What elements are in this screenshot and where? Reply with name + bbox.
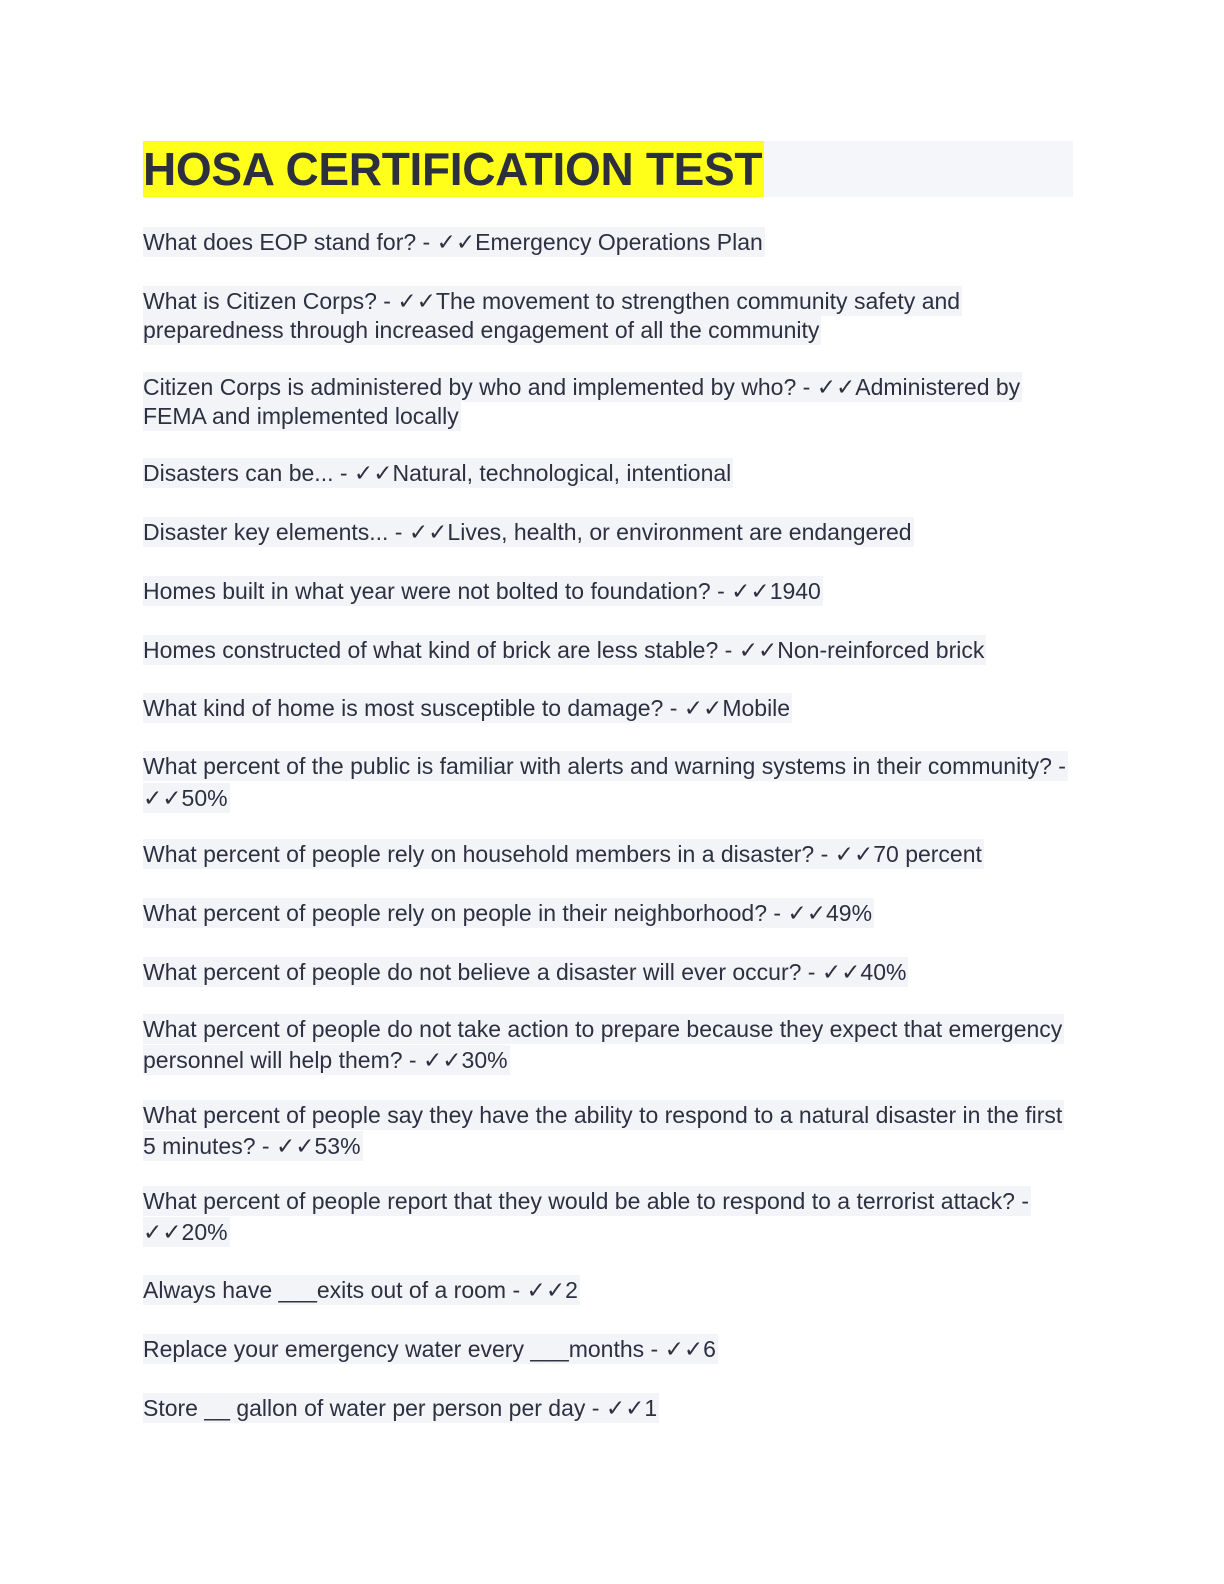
check-icon: ✓✓ xyxy=(408,519,448,545)
answer-text: 49% xyxy=(826,900,873,926)
separator: - xyxy=(1051,753,1066,779)
check-icon: ✓✓ xyxy=(738,637,778,663)
answer-text: 20% xyxy=(181,1219,228,1245)
qa-text xyxy=(143,1334,718,1364)
qa-text xyxy=(143,372,1022,431)
answer-text: Administered by FEMA and implemented locally xyxy=(143,374,1021,429)
qa-item xyxy=(143,1186,1068,1248)
question-text: What is Citizen Corps? xyxy=(143,288,377,314)
check-icon: ✓✓ xyxy=(423,1047,462,1073)
qa-text xyxy=(143,458,733,488)
question-text: What percent of people rely on people in their neighborhood? xyxy=(143,900,767,926)
qa-item xyxy=(143,287,1068,345)
qa-item xyxy=(143,840,1068,869)
check-icon: ✓✓ xyxy=(683,695,723,721)
answer-text: Mobile xyxy=(722,695,791,721)
title-band xyxy=(143,141,1073,197)
separator: - xyxy=(767,900,788,926)
check-icon: ✓✓ xyxy=(816,374,856,400)
answer-text: Non-reinforced brick xyxy=(777,637,985,663)
qa-item xyxy=(143,958,1068,987)
qa-item xyxy=(143,577,1068,606)
qa-text xyxy=(143,957,908,987)
separator: - xyxy=(801,959,822,985)
question-text: What kind of home is most susceptible to damage? xyxy=(143,695,664,721)
question-text: What percent of people do not take action to prepare because they expect that emergency personnel will help them? xyxy=(143,1016,1063,1073)
qa-text xyxy=(143,898,874,928)
document-page xyxy=(143,141,1073,197)
qa-text xyxy=(143,635,986,665)
qa-text xyxy=(143,1186,1031,1247)
question-text: What does EOP stand for? xyxy=(143,229,417,255)
answer-text: Natural, technological, intentional xyxy=(392,460,732,486)
answer-text: Emergency Operations Plan xyxy=(475,229,763,255)
question-text: Citizen Corps is administered by who and implemented by who? xyxy=(143,374,797,400)
qa-item xyxy=(143,1014,1068,1076)
check-icon: ✓✓ xyxy=(834,841,874,867)
check-icon: ✓✓ xyxy=(143,1219,182,1245)
question-text: Homes built in what year were not bolted to foundation? xyxy=(143,578,711,604)
check-icon: ✓✓ xyxy=(143,785,182,811)
separator: - xyxy=(506,1277,527,1303)
check-icon: ✓✓ xyxy=(353,460,393,486)
check-icon: ✓✓ xyxy=(605,1395,645,1421)
separator: - xyxy=(644,1336,665,1362)
check-icon: ✓✓ xyxy=(275,1133,315,1159)
separator: - xyxy=(814,841,835,867)
qa-text xyxy=(143,1393,659,1423)
separator: - xyxy=(333,460,354,486)
check-icon: ✓✓ xyxy=(664,1336,704,1362)
qa-item xyxy=(143,1394,1068,1423)
qa-text xyxy=(143,751,1068,813)
qa-item xyxy=(143,750,1068,814)
separator: - xyxy=(796,374,817,400)
separator: - xyxy=(710,578,732,604)
separator: - xyxy=(585,1395,606,1421)
separator: - xyxy=(255,1133,276,1159)
separator: - xyxy=(1014,1188,1030,1214)
answer-text: 1 xyxy=(644,1395,658,1421)
qa-item xyxy=(143,694,1068,723)
question-text: Disasters can be... xyxy=(143,460,334,486)
qa-item xyxy=(143,1335,1068,1364)
qa-text xyxy=(143,517,914,547)
qa-item xyxy=(143,373,1068,431)
answer-text: The movement to strengthen community safety and preparedness through increased engagement of all the community xyxy=(143,288,961,343)
check-icon: ✓✓ xyxy=(787,900,826,926)
question-text: What percent of people say they have the ability to respond to a natural disaster in the first 5 minutes? xyxy=(143,1102,1063,1159)
question-text: Store __ gallon of water per person per day xyxy=(143,1395,586,1421)
separator: - xyxy=(376,288,398,314)
question-text: Replace your emergency water every ___months xyxy=(143,1336,645,1362)
qa-item xyxy=(143,1276,1068,1305)
qa-text xyxy=(143,839,984,869)
check-icon: ✓✓ xyxy=(436,229,476,255)
separator: - xyxy=(416,229,437,255)
qa-text xyxy=(143,227,765,257)
answer-text: 30% xyxy=(461,1047,508,1073)
qa-text xyxy=(143,1014,1064,1075)
qa-text xyxy=(143,286,962,345)
answer-text: 53% xyxy=(314,1133,361,1159)
answer-text: 70 percent xyxy=(873,841,982,867)
check-icon: ✓✓ xyxy=(731,578,770,604)
qa-item xyxy=(143,228,1068,257)
question-text: What percent of the public is familiar with alerts and warning systems in their community? xyxy=(143,753,1052,779)
qa-item xyxy=(143,1100,1068,1162)
question-text: What percent of people do not believe a disaster will ever occur? xyxy=(143,959,802,985)
qa-text xyxy=(143,693,792,723)
question-text: What percent of people rely on household members in a disaster? xyxy=(143,841,815,867)
question-text: Always have ___exits out of a room xyxy=(143,1277,507,1303)
answer-text: 40% xyxy=(860,959,907,985)
check-icon: ✓✓ xyxy=(397,288,436,314)
qa-text xyxy=(143,1100,1064,1161)
qa-item xyxy=(143,459,1068,488)
separator: - xyxy=(388,519,409,545)
answer-text: 6 xyxy=(703,1336,716,1362)
answer-text: 2 xyxy=(565,1277,578,1303)
question-text: Disaster key elements... xyxy=(143,519,389,545)
document-title: HOSA CERTIFICATION TEST xyxy=(143,143,763,195)
check-icon: ✓✓ xyxy=(526,1277,566,1303)
separator: - xyxy=(663,695,684,721)
answer-text: 50% xyxy=(181,785,228,811)
separator: - xyxy=(402,1047,423,1073)
qa-text xyxy=(143,1275,580,1305)
qa-item xyxy=(143,899,1068,928)
qa-item xyxy=(143,518,1068,547)
question-text: What percent of people report that they would be able to respond to a terrorist attack? xyxy=(143,1188,1015,1214)
question-text: Homes constructed of what kind of brick are less stable? xyxy=(143,637,719,663)
answer-text: Lives, health, or environment are endangered xyxy=(447,519,912,545)
qa-text xyxy=(143,576,823,606)
qa-item xyxy=(143,636,1068,665)
separator: - xyxy=(718,637,739,663)
answer-text: 1940 xyxy=(769,578,821,604)
check-icon: ✓✓ xyxy=(821,959,861,985)
